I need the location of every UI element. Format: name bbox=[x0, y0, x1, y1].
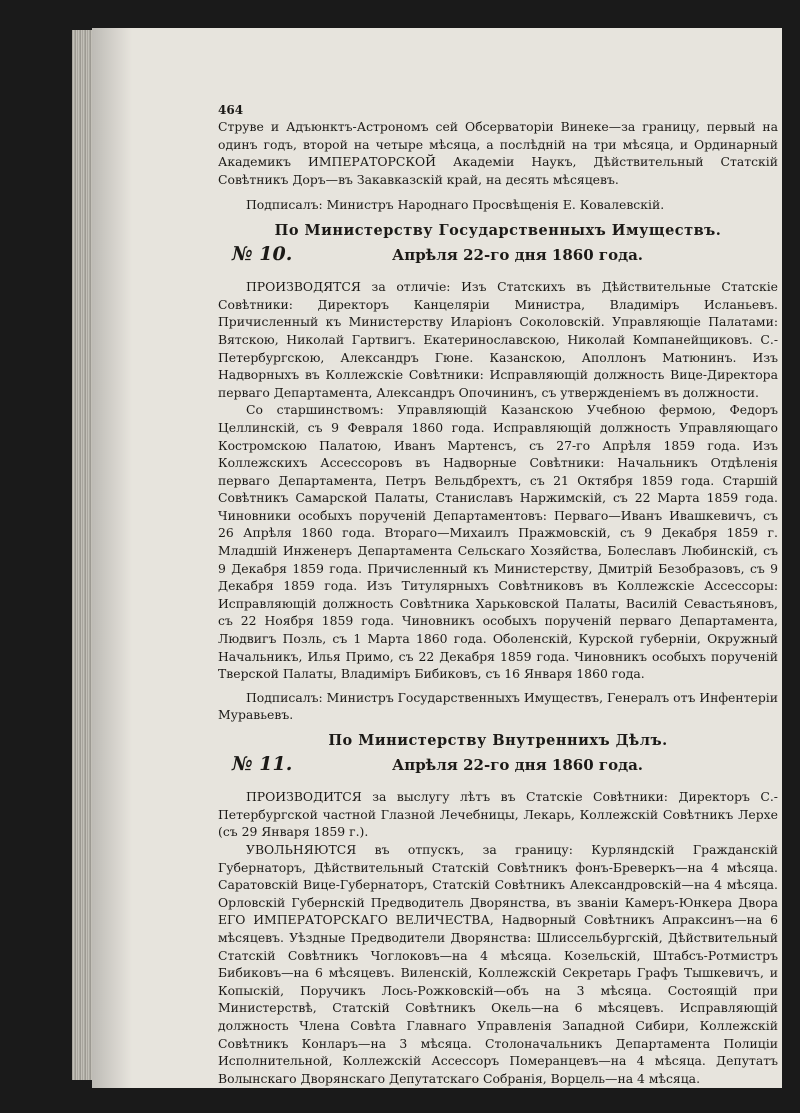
signature-state-property-minister: Подписалъ: Министръ Государственныхъ Имуществъ, Генералъ отъ Инфентеріи Муравьевъ. bbox=[218, 689, 778, 723]
section-title-state-property: По Министерству Государственныхъ Имуществъ. bbox=[274, 221, 722, 239]
order-number: № 10. bbox=[232, 242, 293, 265]
binding-shadow bbox=[92, 28, 132, 1088]
order-10-seniority: Со старшинствомъ: Управляющій Казанскою Учебною фермою, Федоръ Целлинскій, съ 9 Февраля 1860 года. Исправляющій должность Управляющаго Костромскою Палатою, Иванъ Мартенсъ, съ 27-го Апрѣля 1859 года. Изъ Коллежскихъ Ассессоровъ въ Надворные Совѣтники: Начальникъ Отдѣленія перваго Департамента, Петръ Вельдбрехтъ, съ 21 Октября 1859 года. Старшій Совѣтникъ Самарской Палаты, Станиславъ Наржимскій, съ 22 Марта 1859 года. Чиновники особыхъ порученій Департаментовъ: Перваго—Иванъ Ивашкевичъ, съ 26 Апрѣля 1860 года. Втораго—Михаилъ Пражмовскій, съ 9 Декабря 1859 г. Младшій Инженеръ Департамента Сельскаго Хозяйства, Болеславъ Любинскій, съ 9 Декабря 1859 года. Причисленный къ Министерству, Дмитрій Безобразовъ, съ 9 Декабря 1859 года. Изъ Титулярныхъ Совѣтниковъ въ Коллежскіе Ассессоры: Исправляющій должность Совѣтника Харьковской Палаты, Василій Севастьяновъ, съ 22 Ноября 1859 года. Чиновникъ особыхъ порученій перваго Департамента, Людвигъ Позль, съ 1 Марта 1860 года. Оболенскій, Курской губерніи, Окружный Начальникъ, Илья Примо, съ 22 Декабря 1859 года. Чиновникъ особыхъ порученій Тверской Палаты, Владиміръ Бибиковъ, съ 16 Января 1860 года. bbox=[218, 402, 778, 682]
order-header-11 bbox=[218, 752, 778, 775]
section-title-interior: По Министерству Внутреннихъ Дѣлъ. bbox=[328, 732, 668, 749]
order-date: Апрѣля 22-го дня 1860 года. bbox=[392, 755, 644, 774]
signature-education-minister: Подписалъ: Министръ Народнаго Просвѣщенія Е. Ковалевскій. bbox=[246, 197, 665, 213]
order-11-promotion: ПРОИЗВОДИТСЯ за выслугу лѣтъ въ Статскіе Совѣтники: Директоръ С.-Петербургской частной Глазной Лечебницы, Лекарь, Коллежскій Совѣтникъ Лерхе (съ 29 Января 1859 г.). bbox=[218, 789, 778, 840]
order-10-promotions: ПРОИЗВОДЯТСЯ за отличіе: Изъ Статскихъ въ Дѣйствительные Статскіе Совѣтники: Директоръ Канцеляріи Министра, Владиміръ Исланьевъ. Причисленный къ Министерству Иларіонъ Соколовскій. Управляющіе Палатами: Вятскою, Николай Гартвигъ. Екатеринославскою, Николай Компанейщиковъ. С.-Петербургскою, Александръ Гюне. Казанскою, Аполлонъ Матюнинъ. Изъ Надворныхъ въ Коллежскіе Совѣтники: Исправляющій должность Вице-Директора перваго Департамента, Александръ Опочининъ, съ утвержденіемъ въ должности. bbox=[218, 279, 778, 400]
order-date: Апрѣля 22-го дня 1860 года. bbox=[392, 245, 644, 264]
page-number: 464 bbox=[218, 103, 244, 117]
book-page-edges bbox=[72, 30, 94, 1080]
page-content bbox=[218, 103, 778, 1087]
intro-paragraph: Струве и Адъюнктъ-Астрономъ сей Обсерваторіи Винеке—за границу, первый на одинъ годъ, второй на четыре мѣсяца, а послѣдній на три мѣсяца, и Ординарный Академикъ ИМПЕРАТОРСКОЙ Академіи Наукъ, Дѣйствительный Статскій Совѣтникъ Доръ—въ Закавказскій край, на десять мѣсяцевъ. bbox=[218, 119, 778, 187]
order-number: № 11. bbox=[232, 752, 293, 775]
order-11-leave: УВОЛЬНЯЮТСЯ въ отпускъ, за границу: Курляндскій Гражданскій Губернаторъ, Дѣйствительный Статскій Совѣтникъ фонъ-Бреверкъ—на 4 мѣсяца. Саратовскій Вице-Губернаторъ, Статскій Совѣтникъ Александровскій—на 4 мѣсяца. Орловскій Губернскій Предводитель Дворянства, въ званіи Камеръ-Юнкера Двора ЕГО ИМПЕРАТОРСКАГО ВЕЛИЧЕСТВА, Надворный Совѣтникъ Апраксинъ—на 6 мѣсяцевъ. Уѣздные Предводители Дворянства: Шлиссельбургскій, Дѣйствительный Статскій Совѣтникъ Чоглоковъ—на 4 мѣсяца. Козельскій, Штабсъ-Ротмистръ Бибиковъ—на 6 мѣсяцевъ. Виленскій, Коллежскій Секретарь Графъ Тышкевичъ, и Копыскій, Поручикъ Лось-Рожковскій—объ на 3 мѣсяца. Состоящій при Министерствѣ, Статскій Совѣтникъ Окель—на 6 мѣсяцевъ. Исправляющій должность Члена Совѣта Главнаго Управленія Западной Сибири, Коллежскій Совѣтникъ Конларъ—на 3 мѣсяца. Столоначальникъ Департамента Полиціи Исполнительной, Коллежскій Ассессоръ Померанцевъ—на 4 мѣсяца. Депутатъ Волынскаго Дворянскаго Депутатскаго Собранія, Ворцель—на 4 мѣсяца. bbox=[218, 841, 778, 1086]
order-header-10 bbox=[218, 242, 778, 265]
